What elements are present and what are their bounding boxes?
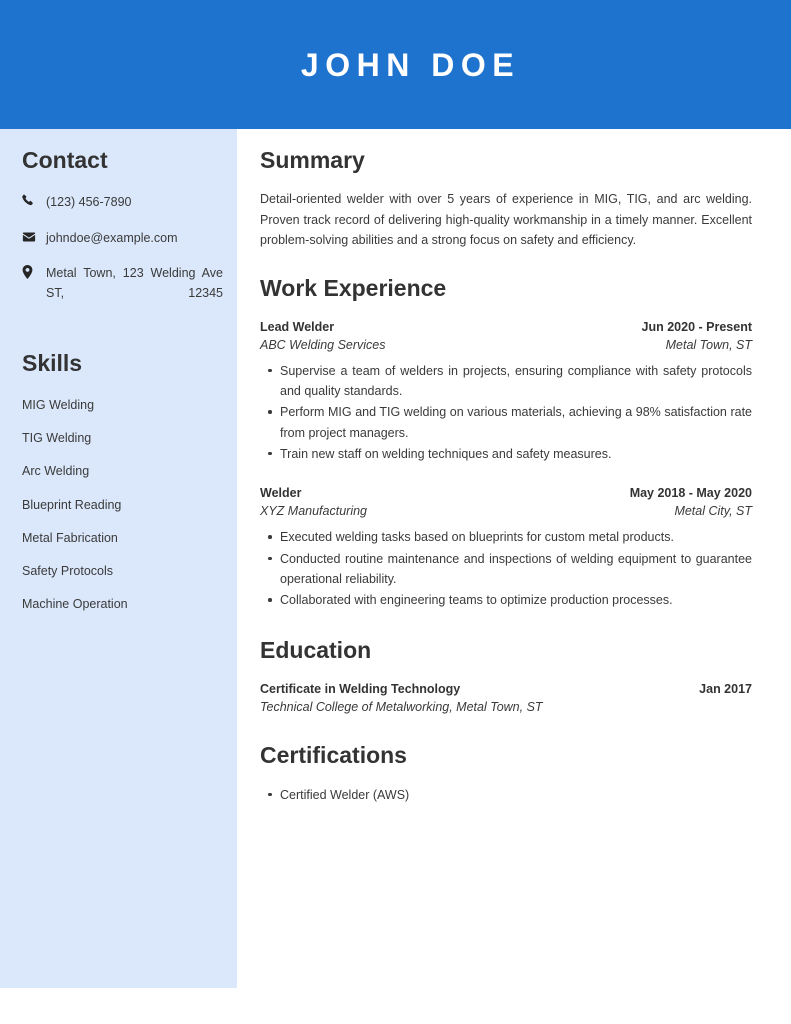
candidate-name: JOHN DOE <box>300 46 521 83</box>
job-bullet: Supervise a team of welders in projects, ensuring compliance with safety protocols and quality standards. <box>280 361 752 402</box>
job-bullet: Train new staff on welding techniques and safety measures. <box>280 444 752 464</box>
envelope-icon <box>22 229 46 244</box>
contact-item-email <box>22 229 223 248</box>
job-date: May 2018 - May 2020 <box>629 486 752 501</box>
phone-icon <box>22 193 46 207</box>
job-bullet: Executed welding tasks based on blueprints for custom metal products. <box>280 527 752 547</box>
skill-item: Metal Fabrication <box>22 530 118 545</box>
job-date: Jun 2020 - Present <box>641 319 752 334</box>
work-entry-title-row <box>260 484 752 502</box>
job-title: Welder <box>260 486 302 501</box>
work-experience-heading: Work Experience <box>260 275 447 302</box>
job-bullet: Perform MIG and TIG welding on various materials, achieving a 98% satisfaction rate from project managers. <box>280 402 752 443</box>
degree-date: Jan 2017 <box>699 681 752 696</box>
job-bullet: Collaborated with engineering teams to optimize production processes. <box>280 590 752 610</box>
contact-address-value: Metal Town, 123 Welding Ave ST, 12345 <box>46 266 223 300</box>
skill-item: Machine Operation <box>22 597 128 612</box>
certification-item: Certified Welder (AWS) <box>280 785 752 805</box>
work-entry-title-row <box>260 318 752 336</box>
resume-header <box>0 0 791 129</box>
job-location: Metal City, ST <box>674 504 752 519</box>
job-organization: ABC Welding Services <box>260 337 386 352</box>
certifications-heading: Certifications <box>260 742 407 769</box>
school-name: Technical College of Metalworking, Metal Town, ST <box>260 699 543 714</box>
skills-list <box>22 397 223 613</box>
sidebar <box>0 129 237 988</box>
education-entry <box>260 680 752 716</box>
job-title: Lead Welder <box>260 319 335 334</box>
degree-title: Certificate in Welding Technology <box>260 681 461 696</box>
job-bullets <box>260 527 752 610</box>
skill-item: Safety Protocols <box>22 564 114 578</box>
contact-phone-value: (123) 456-7890 <box>46 195 132 210</box>
map-marker-icon <box>22 264 46 279</box>
education-entry-title-row <box>260 680 752 698</box>
skill-item: TIG Welding <box>22 431 92 445</box>
work-entry <box>260 484 752 610</box>
summary-heading: Summary <box>260 147 365 173</box>
summary-text: Detail-oriented welder with over 5 years of experience in MIG, TIG, and arc welding. Proven track record of delivering high-quality workmanship in a timely manner. Excellent problem-solving abilities and a strong focus on safety and efficiency. <box>260 192 752 247</box>
contact-item-phone <box>22 193 223 212</box>
skill-item: Blueprint Reading <box>22 497 122 512</box>
contact-item-address <box>22 264 223 322</box>
skills-heading: Skills <box>22 350 83 377</box>
contact-email-value: johndoe@example.com <box>46 230 178 245</box>
main-content <box>237 129 791 1024</box>
certifications-list <box>260 785 752 805</box>
work-entry-org-row <box>260 336 752 354</box>
contact-list <box>22 193 223 322</box>
job-location: Metal Town, ST <box>665 337 752 352</box>
work-entry-org-row <box>260 502 752 520</box>
contact-heading: Contact <box>22 147 108 173</box>
education-entry-org-row <box>260 698 752 716</box>
work-entry <box>260 318 752 465</box>
job-bullets <box>260 361 752 464</box>
job-organization: XYZ Manufacturing <box>260 504 367 519</box>
job-bullet: Conducted routine maintenance and inspections of welding equipment to guarantee operational reliability. <box>280 549 752 590</box>
skill-item: Arc Welding <box>22 464 90 479</box>
education-heading: Education <box>260 637 372 664</box>
resume-body <box>0 129 791 1024</box>
skill-item: MIG Welding <box>22 397 95 412</box>
